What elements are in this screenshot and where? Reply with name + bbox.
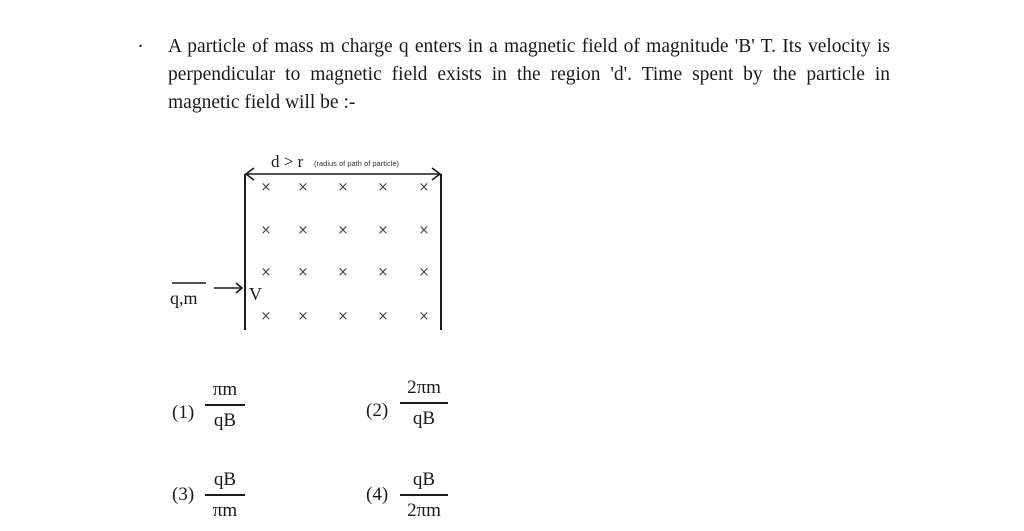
option-4-fraction-bar (400, 494, 448, 496)
field-cross: × (297, 180, 309, 195)
option-2-fraction-bar (400, 402, 448, 404)
velocity-label: V (249, 284, 262, 304)
option-4-fraction (400, 469, 448, 522)
field-cross: × (377, 309, 389, 324)
field-cross: × (260, 265, 272, 280)
option-2-fraction (400, 377, 448, 430)
option-1-fraction-bar (205, 404, 245, 406)
field-cross: × (297, 223, 309, 238)
field-cross: × (260, 309, 272, 324)
option-1-numerator: πm (212, 379, 238, 400)
d-greater-than-r-label: d > r (271, 152, 304, 171)
field-cross-marks (261, 180, 430, 324)
option-2-number: (2) (366, 400, 389, 421)
question-text: A particle of mass m charge q enters in a magnetic field of magnitude 'B' T. Its velocity is perpendicular to magnetic field exists in the region 'd'. Time spent by the particle in magnetic field will be :- (168, 36, 890, 113)
option-4-numerator: qB (412, 469, 436, 490)
option-3-fraction-bar (205, 494, 245, 496)
field-cross: × (337, 265, 349, 280)
field-cross: × (297, 265, 309, 280)
field-cross: × (418, 223, 430, 238)
field-cross: × (260, 180, 272, 195)
field-cross: × (418, 309, 430, 324)
radius-note-label: (radius of path of particle) (314, 159, 400, 168)
option-3-denominator: πm (212, 499, 238, 521)
option-2-numerator: 2πm (407, 377, 441, 398)
option-1-number: (1) (172, 402, 195, 423)
option-3-numerator: qB (213, 469, 237, 490)
field-cross: × (337, 180, 349, 195)
field-cross: × (260, 223, 272, 238)
option-4-number: (4) (366, 484, 389, 505)
field-cross: × (337, 223, 349, 238)
particle-label: q,m (170, 288, 198, 308)
field-cross: × (418, 265, 430, 280)
field-cross: × (377, 223, 389, 238)
option-3-fraction (205, 469, 245, 522)
option-4-denominator: 2πm (407, 499, 441, 521)
option-2-denominator: qB (412, 407, 436, 429)
field-cross: × (418, 180, 430, 195)
field-cross: × (337, 309, 349, 324)
field-cross: × (377, 265, 389, 280)
option-3-number: (3) (172, 484, 195, 505)
question-bullet: . (138, 30, 143, 52)
option-1-denominator: qB (213, 409, 237, 431)
option-1-fraction (205, 379, 245, 432)
field-cross: × (297, 309, 309, 324)
field-cross: × (377, 180, 389, 195)
